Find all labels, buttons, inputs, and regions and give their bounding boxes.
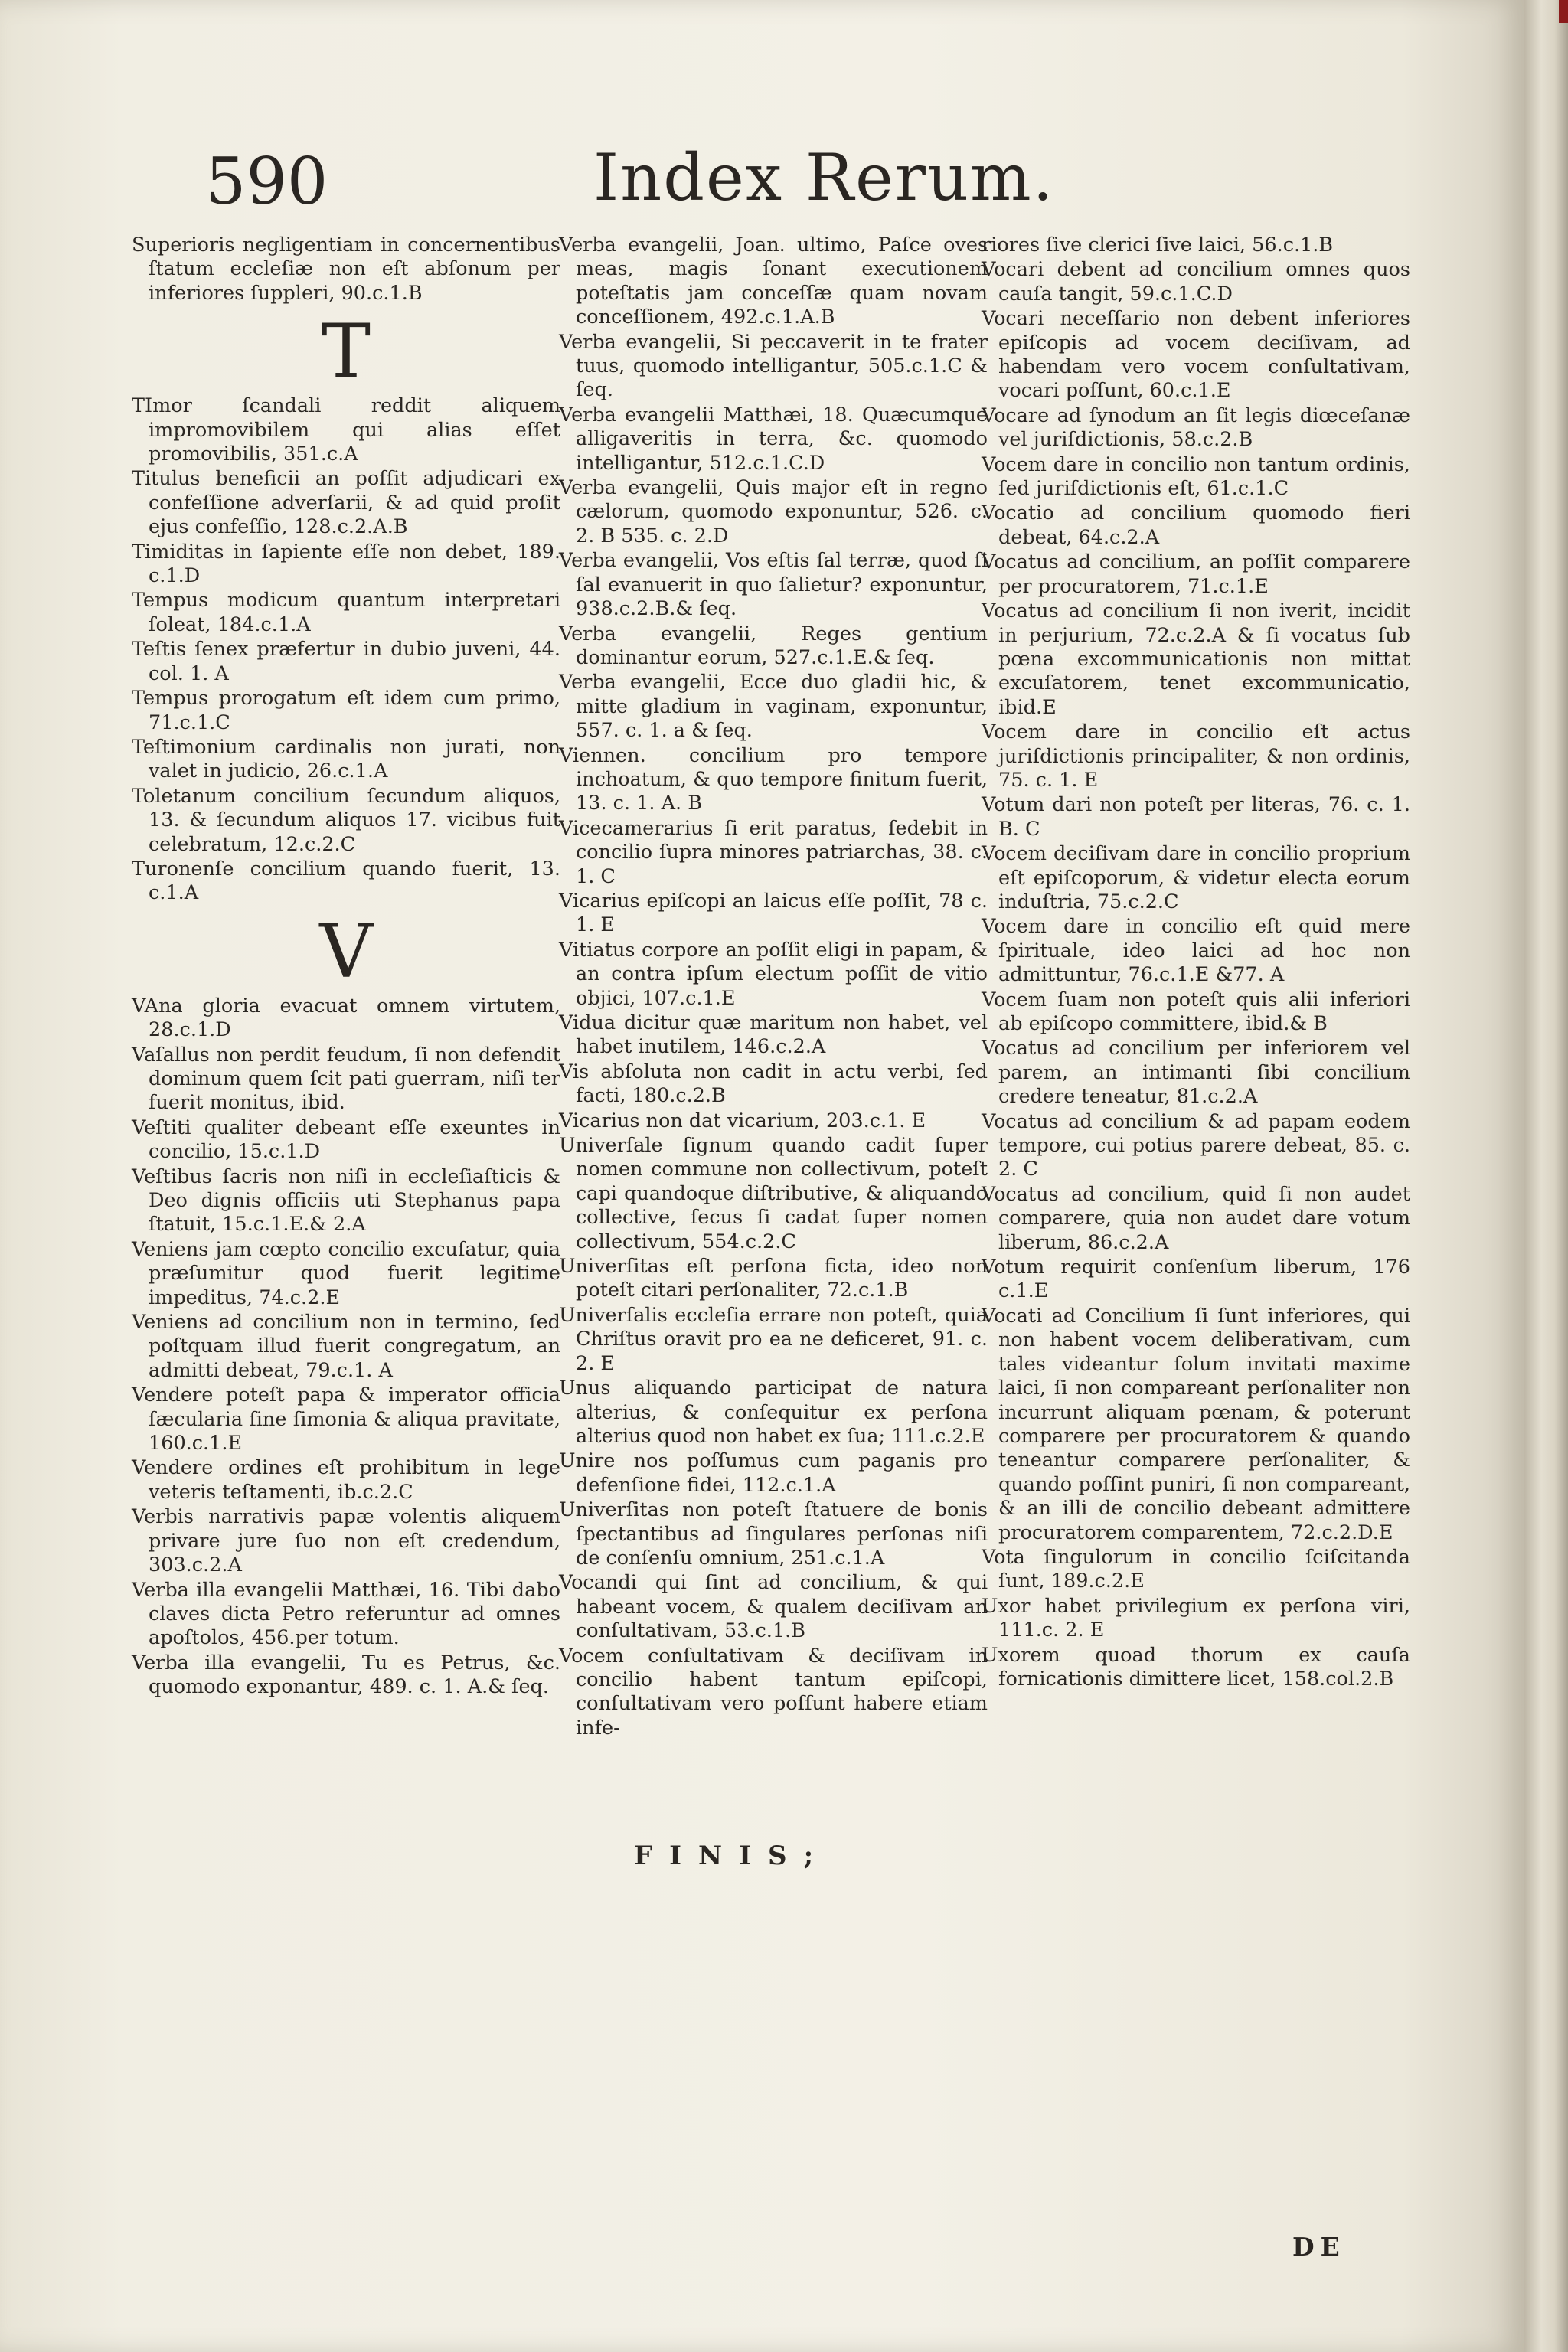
index-entry: Votum dari non poteſt per literas, 76. c. 1. B. C bbox=[982, 793, 1410, 841]
index-entry: Vocari debent ad concilium omnes quos cauſa tangit, 59.c.1.C.D bbox=[982, 258, 1410, 305]
index-entry: Unus aliquando participat de natura alterius, & conſequitur ex perſona alterius quod non habet ex ſua; 111.c.2.E bbox=[559, 1377, 988, 1448]
index-entry: Vocem dare in concilio eſt quid mere ſpirituale, ideo laici ad hoc non admittuntur, 76.c.1.E &77. A bbox=[982, 915, 1410, 987]
index-entry: Vocatus ad concilium, an poſſit comparere per procuratorem, 71.c.1.E bbox=[982, 550, 1410, 598]
index-entry: Univerſitas non poteſt ſtatuere de bonis ſpectantibus ad ſingulares perſonas niſi de conſenſu omnium, 251.c.1.A bbox=[559, 1498, 988, 1570]
index-entry: Turonenſe concilium quando fuerit, 13. c.1.A bbox=[132, 857, 560, 905]
index-entry: Verba evangelii, Reges gentium dominantur eorum, 527.c.1.E.& ſeq. bbox=[559, 622, 988, 669]
index-entry: Vocatus ad concilium & ad papam eodem tempore, cui potius parere debeat, 85. c. 2. C bbox=[982, 1109, 1410, 1181]
page-edge bbox=[1524, 0, 1568, 2352]
catchword: DE bbox=[1292, 2232, 1346, 2262]
index-entry: Titulus beneficii an poſſit adjudicari ex confeſſione adverſarii, & ad quid proſit ejus confeſſio, 128.c.2.A.B bbox=[132, 467, 560, 539]
index-entry: Tempus prorogatum eſt idem cum primo, 71.c.1.C bbox=[132, 687, 560, 734]
index-entry: Vicecamerarius ſi erit paratus, ſedebit in concilio ſupra minores patriarchas, 38. c. 1. C bbox=[559, 816, 988, 888]
index-entry: Tempus modicum quantum interpretari ſoleat, 184.c.1.A bbox=[132, 589, 560, 636]
index-entry: Vocem dare in concilio non tantum ordinis, ſed juriſdictionis eſt, 61.c.1.C bbox=[982, 452, 1410, 501]
index-entry: Vicarius epiſcopi an laicus eſſe poſſit, 78 c. 1. E bbox=[559, 889, 988, 937]
index-entry: Vota ſingulorum in concilio ſciſcitanda ſunt, 189.c.2.E bbox=[982, 1545, 1410, 1593]
index-entry: Vocatus ad concilium per inferiorem vel parem, an intimanti ſibi concilium credere teneatur, 81.c.2.A bbox=[982, 1037, 1410, 1109]
index-column-3 bbox=[982, 234, 1410, 1692]
index-entry: VAna gloria evacuat omnem virtutem, 28.c.1.D bbox=[132, 994, 560, 1042]
index-column-2 bbox=[559, 234, 988, 1741]
index-entry: Vidua dicitur quæ maritum non habet, vel habet inutilem, 146.c.2.A bbox=[559, 1011, 988, 1059]
index-entry: Vocati ad Concilium ſi ſunt inferiores, qui non habent vocem deliberativam, cum tales videantur ſolum invitati maxime laici, ſi non compareant perſonaliter non incurrunt aliquam pœnam, & poterunt comparere per procuratorem & quando teneantur comparere perſonaliter, & quando poſſint puniri, ſi non compareant, & an illi de concilio debeant admittere procuratorem comparentem, 72.c.2.D.E bbox=[982, 1304, 1410, 1544]
bookmark-ribbon bbox=[1559, 0, 1568, 23]
index-entry: Verba evangelii, Ecce duo gladii hic, & mitte gladium in vaginam, exponuntur, 557. c. 1. a & ſeq. bbox=[559, 671, 988, 743]
index-entry: Verba evangelii Matthæi, 18. Quæcumque alligaveritis in terra, &c. quomodo intelligantur, 512.c.1.C.D bbox=[559, 403, 988, 475]
index-entry: Vocatio ad concilium quomodo fieri debeat, 64.c.2.A bbox=[982, 501, 1410, 549]
index-entry: Univerſitas eſt perſona ficta, ideo non poteſt citari perſonaliter, 72.c.1.B bbox=[559, 1255, 988, 1302]
index-entry: Veſtibus ſacris non niſi in eccleſiaſticis & Deo dignis officiis uti Stephanus papa ſtatuit, 15.c.1.E.& 2.A bbox=[132, 1165, 560, 1236]
index-entry: Vocari neceſſario non debent inferiores epiſcopis ad vocem deciſivam, ad habendam vero vocem conſultativam, vocari poſſunt, 60.c.1.E bbox=[982, 307, 1410, 403]
index-entry: Verba illa evangelii Matthæi, 16. Tibi dabo claves dicta Petro referuntur ad omnes apoſtolos, 456.per totum. bbox=[132, 1578, 560, 1650]
section-letter-t: T bbox=[321, 309, 371, 395]
index-entry: Vitiatus corpore an poſſit eligi in papam, & an contra ipſum electum poſſit de vitio objici, 107.c.1.E bbox=[559, 938, 988, 1010]
index-column-1 bbox=[132, 234, 560, 1700]
index-entry: Vocem dare in concilio eſt actus juriſdictionis principaliter, & non ordinis, 75. c. 1. E bbox=[982, 720, 1410, 792]
index-entry: Votum requirit conſenſum liberum, 176 c.1.E bbox=[982, 1256, 1410, 1303]
index-entry: Vocandi qui ſint ad concilium, & qui habeant vocem, & qualem deciſivam an conſultativam, 53.c.1.B bbox=[559, 1571, 988, 1643]
index-entry: Verba illa evangelii, Tu es Petrus, &c. quomodo exponantur, 489. c. 1. A.& ſeq. bbox=[132, 1651, 560, 1699]
index-entry: Toletanum concilium ſecundum aliquos, 13. & ſecundum aliquos 17. vicibus fuit celebratum, 12.c.2.C bbox=[132, 784, 560, 856]
index-entry: Teſtis ſenex præfertur in dubio juveni, 44. col. 1. A bbox=[132, 638, 560, 685]
index-entry: Veniens jam cœpto concilio excuſatur, quia præſumitur quod fuerit legitime impeditus, 74.c.2.E bbox=[132, 1237, 560, 1309]
index-entry: TImor ſcandali reddit aliquem impromovibilem qui alias eſſet promovibilis, 351.c.A bbox=[132, 394, 560, 466]
index-entry: Verba evangelii, Quis major eſt in regno cælorum, quomodo exponuntur, 526. c. 2. B 535. c. 2.D bbox=[559, 476, 988, 547]
index-entry: Verba evangelii, Si peccaverit in te frater tuus, quomodo intelligantur, 505.c.1.C & ſeq. bbox=[559, 330, 988, 402]
index-entry: Vis abſoluta non cadit in actu verbi, ſed facti, 180.c.2.B bbox=[559, 1060, 988, 1108]
index-entry: riores ſive clerici ſive laici, 56.c.1.B bbox=[982, 234, 1334, 256]
index-entry: Veſtiti qualiter debeant eſſe exeuntes in concilio, 15.c.1.D bbox=[132, 1116, 560, 1164]
index-entry: Viennen. concilium pro tempore inchoatum, & quo tempore finitum fuerit, 13. c. 1. A. B bbox=[559, 743, 988, 815]
index-entry: Vocatus ad concilium, quid ſi non audet comparere, quia non audet dare votum liberum, 86.c.2.A bbox=[982, 1182, 1410, 1254]
index-entry: Timiditas in ſapiente eſſe non debet, 189. c.1.D bbox=[132, 540, 560, 588]
index-entry: Vaſallus non perdit feudum, ſi non defendit dominum quem ſcit pati guerram, niſi ter fuerit monitus, ibid. bbox=[132, 1043, 560, 1115]
index-entry: Vocem deciſivam dare in concilio proprium eſt epiſcoporum, & videtur electa eorum induſtria, 75.c.2.C bbox=[982, 842, 1410, 913]
index-entry: Uxorem quoad thorum ex cauſa fornicationis dimittere licet, 158.col.2.B bbox=[982, 1643, 1410, 1690]
index-entry: Verba evangelii, Vos eſtis ſal terræ, quod ſi ſal evanuerit in quo ſalietur? exponuntur, 938.c.2.B.& ſeq. bbox=[559, 549, 988, 621]
index-entry: Uxor habet privilegium ex perſona viri, 111.c. 2. E bbox=[982, 1594, 1410, 1642]
index-entry: Teſtimonium cardinalis non jurati, non valet in judicio, 26.c.1.A bbox=[132, 735, 560, 783]
index-entry: Veniens ad concilium non in termino, ſed poſtquam illud fuerit congregatum, an admitti debeat, 79.c.1. A bbox=[132, 1311, 560, 1382]
index-entry: Verba evangelii, Joan. ultimo, Paſce oves meas, magis ſonant executionem poteſtatis jam conceſſæ quam novam conceſſionem, 492.c.1.A.B bbox=[559, 234, 988, 329]
index-entry: Univerſalis eccleſia errare non poteſt, quia Chriſtus oravit pro ea ne deficeret, 91. c. 2. E bbox=[559, 1303, 988, 1375]
index-entry: Vocatus ad concilium ſi non iverit, incidit in perjurium, 72.c.2.A & ſi vocatus ſub pœna excommunicationis non mittat excuſatorem, tenet excommunicatio, ibid.E bbox=[982, 599, 1410, 719]
page-title: Index Rerum. bbox=[593, 140, 1055, 215]
index-entry: Vendere poteſt papa & imperator officia ſæcularia ſine ſimonia & aliqua pravitate, 160.c.1.E bbox=[132, 1383, 560, 1455]
page-number: 590 bbox=[205, 144, 328, 219]
index-entry: Vocem conſultativam & deciſivam in concilio habent tantum epiſcopi, conſultativam vero poſſunt habere etiam infe- bbox=[559, 1644, 988, 1740]
finis-text: FINIS; bbox=[634, 1841, 831, 1871]
index-entry: Vendere ordines eſt prohibitum in lege veteris teſtamenti, ib.c.2.C bbox=[132, 1456, 560, 1504]
index-entry: Univerſale ſignum quando cadit ſuper nomen commune non collectivum, poteſt capi quandoque diſtributive, & aliquando collective, ſecus ſi cadat ſuper nomen collectivum, 554.c.2.C bbox=[559, 1134, 988, 1253]
index-entry: Vicarius non dat vicarium, 203.c.1. E bbox=[559, 1109, 926, 1132]
index-entry: Superioris negligentiam in concernentibus ſtatum eccleſiæ non eſt abſonum per inferiores ſuppleri, 90.c.1.B bbox=[132, 234, 560, 305]
section-letter-v: V bbox=[319, 908, 373, 995]
index-entry: Unire nos poſſumus cum paganis pro defenſione fidei, 112.c.1.A bbox=[559, 1449, 988, 1497]
index-entry: Vocem ſuam non poteſt quis alii inferiori ab epiſcopo committere, ibid.& B bbox=[982, 988, 1410, 1035]
index-entry: Verbis narrativis papæ volentis aliquem privare jure ſuo non eſt credendum, 303.c.2.A bbox=[132, 1505, 560, 1577]
index-entry: Vocare ad ſynodum an ſit legis diœceſanæ vel juriſdictionis, 58.c.2.B bbox=[982, 403, 1410, 452]
